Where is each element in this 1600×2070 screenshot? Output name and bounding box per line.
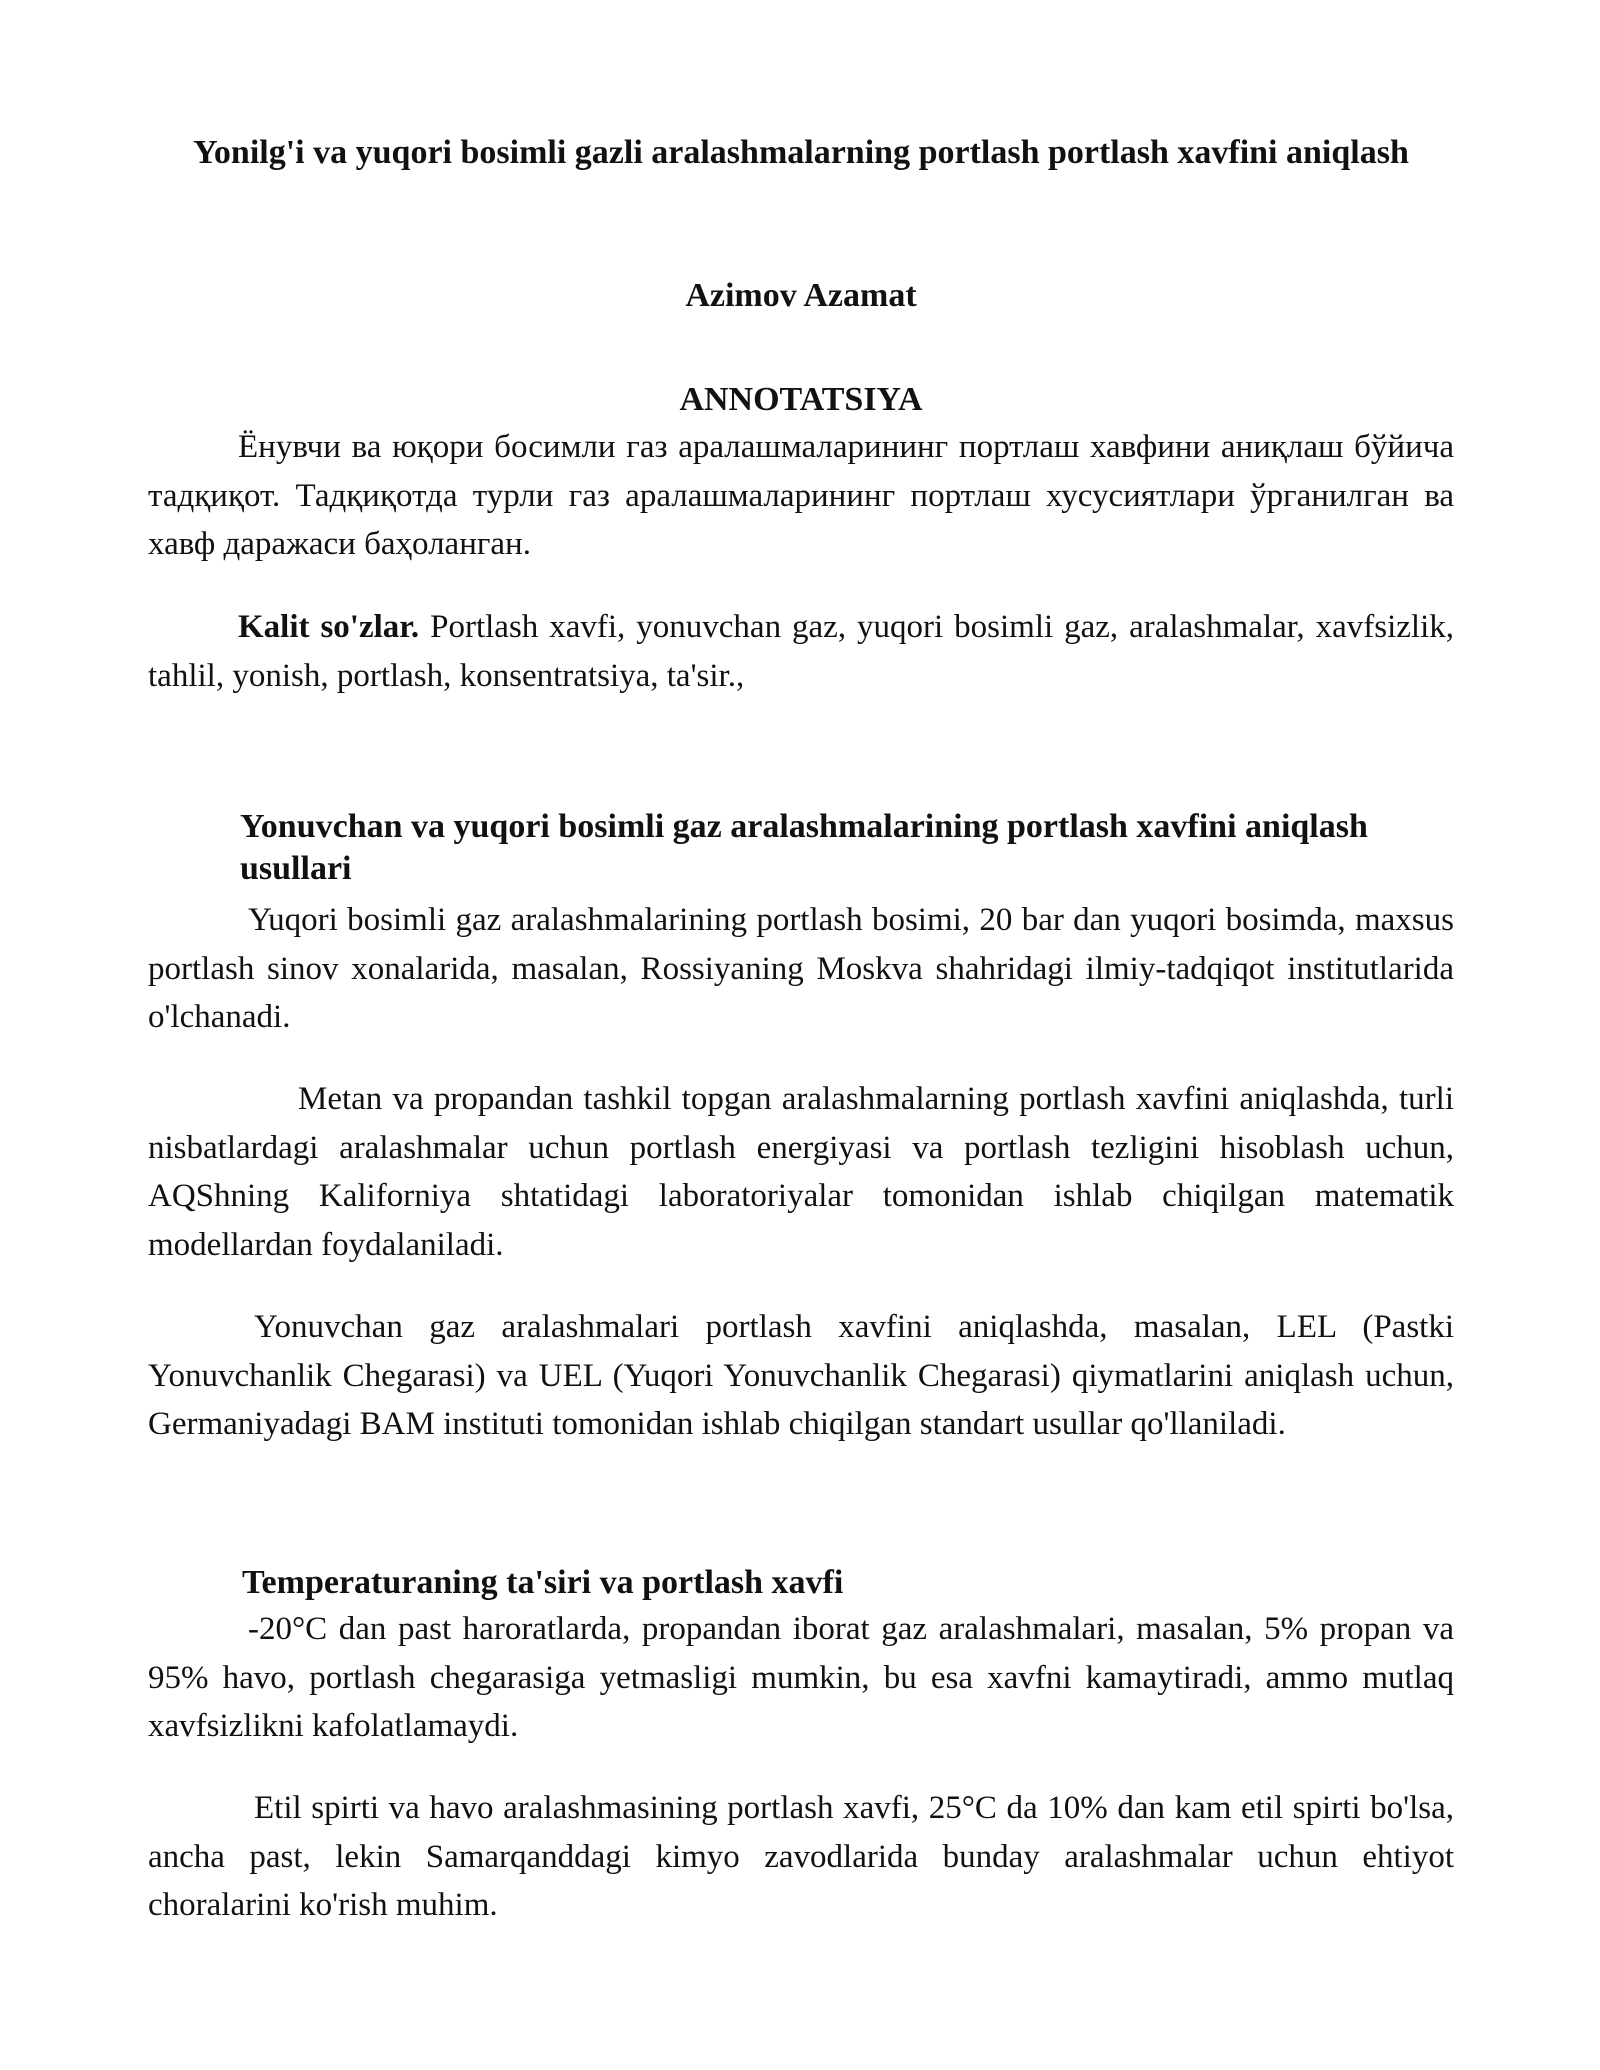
section2-heading: Temperaturaning ta'siri va portlash xavfi (242, 1564, 844, 1601)
document-title: Yonilg'i va yuqori bosimli gazli aralashmalarning portlash portlash xavfini aniqlash (193, 134, 1409, 171)
section1-paragraph-1: Yuqori bosimli gaz aralashmalarining portlash bosimi, 20 bar dan yuqori bosimda, maxsus portlash sinov xonalarida, masalan, Rossiyaning Moskva shahridagi ilmiy-tadqiqot institutlarida o'lchanadi. (148, 902, 1454, 1035)
section1-paragraph-2: Metan va propandan tashkil topgan aralashmalarning portlash xavfini aniqlashda, turli nisbatlardagi aralashmalar uchun portlash energiyasi va portlash tezligini hisoblash uchun, AQShning Kaliforniya shtatidagi laboratoriyalar tomonidan ishlab chiqilgan matematik modellardan foydalaniladi. (148, 1081, 1454, 1263)
keywords-text: Portlash xavfi, yonuvchan gaz, yuqori bosimli gaz, aralashmalar, xavfsizlik, tahlil, yonish, portlash, konsentratsiya, ta'sir., (148, 609, 1454, 694)
section1-heading: Yonuvchan va yuqori bosimli gaz aralashmalarining portlash xavfini aniqlash usullari (240, 808, 1368, 887)
section1-paragraph-3: Yonuvchan gaz aralashmalari portlash xavfini aniqlashda, masalan, LEL (Pastki Yonuvchanlik Chegarasi) va UEL (Yuqori Yonuvchanlik Chegarasi) qiymatlarini aniqlash uchun, Germaniyadagi BAM instituti tomonidan ishlab chiqilgan standart usullar qo'llaniladi. (148, 1309, 1454, 1442)
keywords-paragraph (148, 603, 1454, 700)
author-name: Azimov Azamat (685, 277, 917, 314)
annotation-text: Ёнувчи ва юқори босимли газ аралашмаларининг портлаш хавфини аниқлаш бўйича тадқиқот. Тадқиқотда турли газ аралашмаларининг портлаш хусусиятлари ўрганилган ва хавф даражаси баҳоланган. (148, 429, 1454, 562)
annotation-heading: ANNOTATSIYA (679, 381, 923, 418)
section2-paragraph-1: -20°C dan past haroratlarda, propandan iborat gaz aralashmalari, masalan, 5% propan va 95% havo, portlash chegarasiga yetmasligi mumkin, bu esa xavfni kamaytiradi, ammo mutlaq xavfsizlikni kafolatlamaydi. (148, 1611, 1454, 1744)
section2-paragraph-2: Etil spirti va havo aralashmasining portlash xavfi, 25°C da 10% dan kam etil spirti bo'lsa, ancha past, lekin Samarqanddagi kimyo zavodlarida bunday aralashmalar uchun ehtiyot choralarini ko'rish muhim. (148, 1790, 1454, 1923)
keywords-label: Kalit so'zlar. (238, 609, 420, 645)
